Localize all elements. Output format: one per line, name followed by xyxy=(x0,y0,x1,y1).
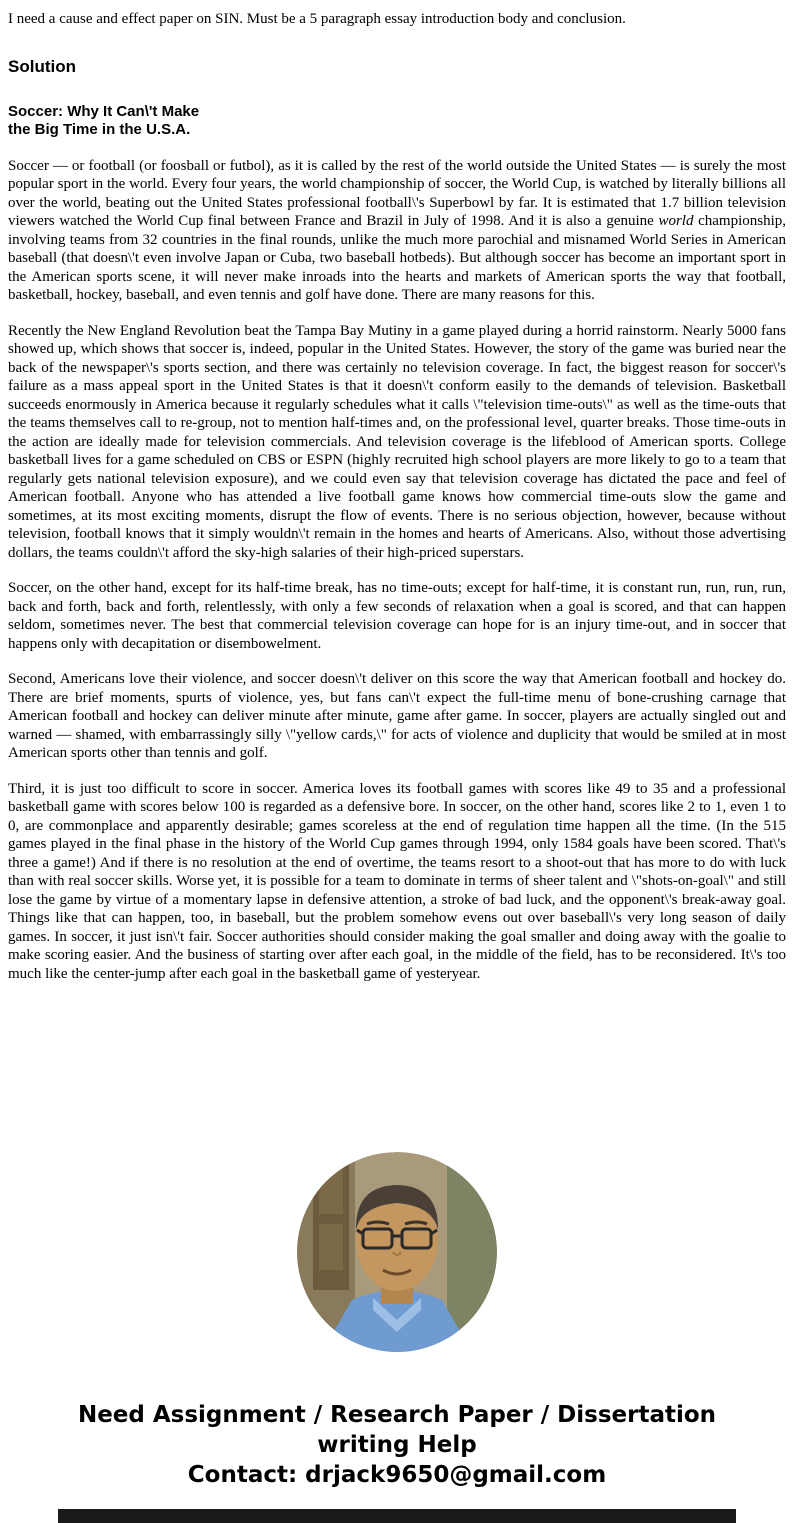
essay-paragraph-body-2: Soccer, on the other hand, except for its half-time break, has no time-outs; except for half-time, it is constant run, run, run, run, back and forth, back and forth, relentlessly, with only a few seconds of relaxation when a goal is scored, and that can happen seldom, sometimes never. The best that commercial television coverage can hope for is an injury time-out, and in soccer that happens only with decapitation or disembowelment. xyxy=(8,580,786,652)
essay-title xyxy=(8,103,786,140)
italic-word: world xyxy=(658,213,694,229)
author-photo-illustration xyxy=(297,1152,497,1352)
paragraph-text-before: Soccer — or football (or foosball or futbol), as it is called by the rest of the world outside the United States — is surely the most popular sport in the world. Every four years, the world championship of soccer, the World Cup, is watched by literally billions all over the world, beating out the United States professional football\'s Superbowl by far. It is estimated that 1.7 billion television viewers watched the World Cup final between France and Brazil in July of 1998. And it is also a genuine xyxy=(8,157,786,229)
footer-banner xyxy=(0,1400,794,1490)
footer-contact-email: Contact: drjack9650@gmail.com xyxy=(187,1462,607,1488)
footer-help-line1: Need Assignment / Research Paper / Dissertation xyxy=(77,1402,717,1428)
essay-title-line2: the Big Time in the U.S.A. xyxy=(8,121,191,138)
essay-paragraph-body-1: Recently the New England Revolution beat the Tampa Bay Mutiny in a game played during a horrid rainstorm. Nearly 5000 fans showed up, which shows that soccer is, indeed, popular in the United States. However, the story of the game was buried near the back of the newspaper\'s sports section, and there was certainly no television coverage. In fact, the biggest reason for soccer\'s failure as a mass appeal sport in the United States is that it doesn\'t conform easily to the demands of television. Basketball succeeds enormously in America because it regularly schedules what it calls \"television time-outs\" as well as the time-outs that the teams themselves call to re-group, not to mention half-times and, on the professional level, quarter breaks. Those time-outs in the action are ideally made for television commercials. And television coverage is the lifeblood of American sports. College basketball lives for a game scheduled on CBS or ESPN (highly recruited high school players are more likely to go to a team that regularly gets national television exposure), and we could even say that television coverage has dictated the pace and feel of American football. Anyone who has attended a live football game knows how commercial time-outs slow the game and sometimes, at its most exciting moments, disrupt the flow of events. There is no serious objection, however, because without television, football knows that it simply wouldn\'t remain in the homes and hearts of Americans. Also, without those advertising dollars, the teams couldn\'t afford the sky-high salaries of their high-priced superstars. xyxy=(8,322,786,561)
question-text: I need a cause and effect paper on SIN. Must be a 5 paragraph essay introduction body and conclusion. xyxy=(8,11,626,27)
essay-paragraph-intro xyxy=(8,157,786,305)
essay-paragraph-body-3: Second, Americans love their violence, and soccer doesn\'t deliver on this score the way that American football and hockey do. There are brief moments, spurts of violence, yes, but fans can\'t expect the full-time menu of bone-crushing carnage that American football and hockey can deliver minute after minute, game after game. In soccer, players are actually singled out and warned — shamed, with embarrassingly silly \"yellow cards,\" for acts of violence and duplicity that would be smiled at in most American sports other than tennis and golf. xyxy=(8,671,786,761)
video-timeline-bar[interactable] xyxy=(58,1509,736,1523)
author-avatar xyxy=(297,1152,497,1352)
essay-paragraph-body-4: Third, it is just too difficult to score in soccer. America loves its football games with scores like 49 to 35 and a professional basketball game with scores below 100 is regarded as a defensive bore. In soccer, on the other hand, scores like 2 to 1, even 1 to 0, are commonplace and apparently desirable; games scoreless at the end of regulation time happen all the time. (In the 515 games played in the final phase in the history of the World Cup games through 1994, only 1584 goals have been scored. That\'s three a game!) And if there is no resolution at the end of overtime, the teams resort to a shoot-out that has more to do with luck than with real soccer skills. Worse yet, it is possible for a team to dominate in terms of sheer talent and \"shots-on-goal\" and still lose the game by virtue of a momentary lapse in defensive attention, a stroke of bad luck, and the opponent\'s break-away goal. Things like that can happen, too, in baseball, but the problem somehow evens out over baseball\'s very long season of daily games. In soccer, it just isn\'t fair. Soccer authorities should consider making the goal smaller and doing away with the goalie to make scoring easier. And the business of starting over after each goal, in the middle of the field, has to be reconsidered. It\'s too much like the center-jump after each goal in the basketball game of yesteryear. xyxy=(8,780,786,982)
solution-heading: Solution xyxy=(8,56,76,76)
paragraph-text-after: championship, involving teams from 32 countries in the final rounds, unlike the much more parochial and misnamed World Series in American baseball (that doesn\'t even involve Japan or Cuba, two baseball hotbeds). But although soccer has become an important sport in the American sports scene, it will never make inroads into the hearts and markets of American sports the way that football, basketball, hockey, baseball, and even tennis and golf have done. There are many reasons for this. xyxy=(8,213,786,303)
footer-help-line2: writing Help xyxy=(317,1432,477,1458)
essay-title-line1: Soccer: Why It Can\'t Make xyxy=(8,102,200,120)
